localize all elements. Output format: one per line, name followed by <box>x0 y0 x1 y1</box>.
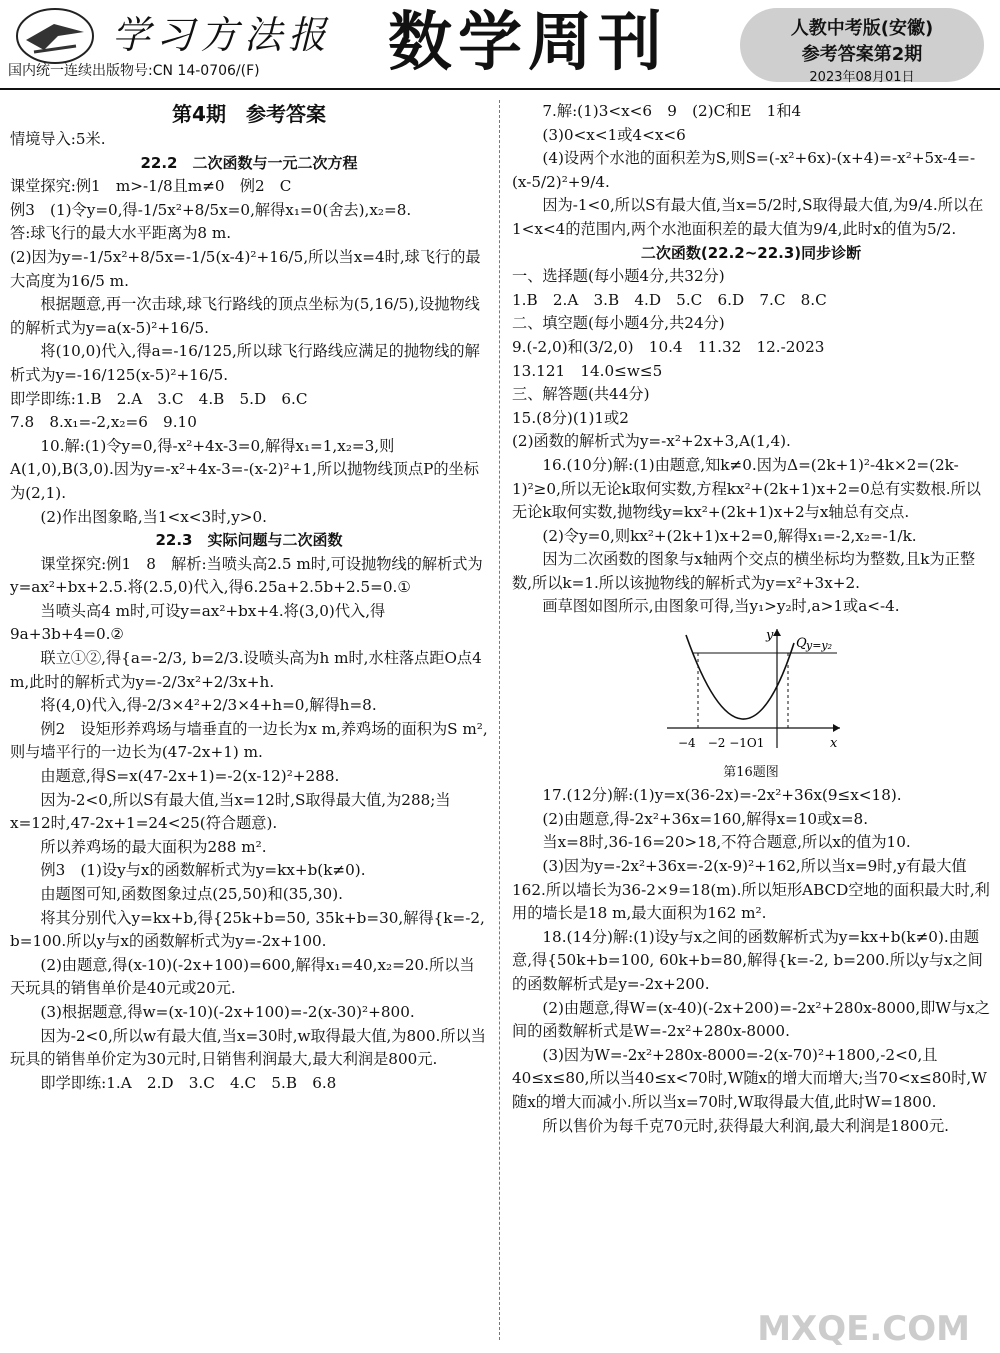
answer-line: 课堂探究:例1 m>-1/8且m≠0 例2 C <box>10 177 292 196</box>
answer-line: (2)函数的解析式为y=-x²+2x+3,A(1,4). <box>512 432 791 451</box>
newspaper-logo-icon <box>14 6 96 66</box>
axis-x-label: x <box>830 736 838 752</box>
answer-line: 9.(-2,0)和(3/2,0) 10.4 11.32 12.-2023 <box>512 337 825 356</box>
header-rule <box>0 88 1000 90</box>
answer-line: 22.3 实际问题与二次函数 <box>155 531 343 550</box>
masthead <box>0 0 1000 88</box>
answer-line: (2)由题意,得-2x²+36x=160,解得x=10或x=8. <box>542 809 869 828</box>
answer-line: 一、选择题(每小题4分,共32分) <box>512 267 725 286</box>
answer-line: 因为-1<0,所以S有最大值,当x=5/2时,S取得最大值,为9/4.所以在1<x<4的范围内,两个水池面积差的最大值为9/4,此时x的值为5/2. <box>512 196 984 238</box>
answer-line: 第4期 参考答案 <box>172 102 326 126</box>
answer-line: (4)设两个水池的面积差为S,则S=(-x²+6x)-(x+4)=-x²+5x-4=-(x-5/2)²+9/4. <box>512 149 976 191</box>
answer-line: 1.B 2.A 3.B 4.D 5.C 6.D 7.C 8.C <box>512 290 827 309</box>
axis-y-label: y <box>766 628 774 644</box>
edition-badge <box>740 8 984 85</box>
answer-line: 即学即练:1.B 2.A 3.C 4.B 5.D 6.C <box>10 389 308 408</box>
right-column <box>512 100 990 1138</box>
answer-line: 当喷头高4 m时,可设y=ax²+bx+4.将(3,0)代入,得9a+3b+4=0.② <box>10 601 386 644</box>
answer-line: 二次函数(22.2~22.3)同步诊断 <box>640 243 862 262</box>
answer-line: 15.(8分)(1)1或2 <box>512 408 629 427</box>
right-column-bottom <box>512 784 990 1138</box>
answer-line: 18.(14分)解:(1)设y与x之间的函数解析式为y=kx+b(k≠0).由题意,得{50k+b=100, 60k+b=80,解得{k=-2, b=200.所以y与x之间的函数解析式是y=-2x+200. <box>512 927 983 993</box>
answer-line: 将其分别代入y=kx+b,得{25k+b=50, 35k+b=30,解得{k=-2, b=100.所以y与x的函数解析式为y=-2x+100. <box>10 908 485 951</box>
parabola-figure <box>662 623 842 753</box>
answer-line: 三、解答题(共44分) <box>512 385 650 404</box>
answer-line: (3)因为y=-2x²+36x=-2(x-9)²+162,所以当x=9时,y有最大值162.所以墙长为36-2×9=18(m).所以矩形ABCD空地的面积最大时,利用的墙长是18 m,最大面积为162 m². <box>512 857 990 923</box>
answer-line: 例2 设矩形养鸡场与墙垂直的一边长为x m,养鸡场的面积为S m²,则与墙平行的一边长为(47-2x+1) m. <box>10 719 488 762</box>
right-column-top <box>512 100 990 619</box>
answer-line: 课堂探究:例1 8 解析:当喷头高2.5 m时,可设抛物线的解析式为y=ax²+bx+2.5.将(2.5,0)代入,得6.25a+2.5b+2.5=0.① <box>10 554 483 597</box>
answer-line: 由题图可知,函数图象过点(25,50)和(35,30). <box>40 885 343 903</box>
answer-line: 例3 (1)令y=0,得-1/5x²+8/5x=0,解得x₁=0(舍去),x₂=8. <box>10 200 412 219</box>
answer-line: 22.2 二次函数与一元二次方程 <box>140 153 358 172</box>
answer-line: 7.解:(1)3<x<6 9 (2)C和E 1和4 <box>542 102 802 120</box>
answer-line: (3)根据题意,得w=(x-10)(-2x+100)=-2(x-30)²+800. <box>40 1002 415 1021</box>
paper-name: 学习方法报 <box>112 13 333 57</box>
answer-line: 情境导入:5米. <box>10 130 106 148</box>
answer-line: 将(4,0)代入,得-2/3×4²+2/3×4+h=0,解得h=8. <box>40 696 377 715</box>
answer-line: 例3 (1)设y与x的函数解析式为y=kx+b(k≠0). <box>40 861 366 880</box>
issue-date: 2023年08月01日 <box>809 70 915 85</box>
line-label: y=y₂ <box>806 639 833 653</box>
answer-line: 即学即练:1.A 2.D 3.C 4.C 5.B 6.8 <box>40 1073 337 1092</box>
answer-line: 7.8 8.x₁=-2,x₂=6 9.10 <box>10 413 197 432</box>
answer-line: 所以售价为每千克70元时,获得最大利润,最大利润是1800元. <box>542 1116 949 1135</box>
answer-line: 因为-2<0,所以w有最大值,当x=30时,w取得最大值,为800.所以当玩具的销售单价定为30元时,日销售利润最大,最大利润是800元. <box>10 1026 486 1069</box>
answer-line: 二、填空题(每小题4分,共24分) <box>512 314 725 333</box>
point-q-label: Q <box>796 636 807 652</box>
answer-line: (2)由题意,得(x-10)(-2x+100)=600,解得x₁=40,x₂=20.所以当天玩具的销售单价是40元或20元. <box>10 955 475 998</box>
answer-line: 17.(12分)解:(1)y=x(36-2x)=-2x²+36x(9≤x<18). <box>542 786 902 805</box>
column-divider <box>499 100 500 1340</box>
watermark: MXQE.COM <box>757 1309 970 1349</box>
answer-line: 根据题意,再一次击球,球飞行路线的顶点坐标为(5,16/5),设抛物线的解析式为y=a(x-5)²+16/5. <box>10 295 480 337</box>
answer-line: 由题意,得S=x(47-2x+1)=-2(x-12)²+288. <box>40 767 340 786</box>
answer-line: 13.121 14.0≤w≤5 <box>512 361 663 380</box>
answer-line: 将(10,0)代入,得a=-16/125,所以球飞行路线应满足的抛物线的解析式为y=-16/125(x-5)²+16/5. <box>10 342 480 384</box>
answer-line: 因为二次函数的图象与x轴两个交点的横坐标均为整数,且k为正整数,所以k=1.所以该抛物线的解析式为y=x²+3x+2. <box>512 550 976 592</box>
answer-line: 画草图如图所示,由图象可得,当y₁>y₂时,a>1或a<-4. <box>542 597 900 616</box>
answer-line: (2)令y=0,则kx²+(2k+1)x+2=0,解得x₁=-2,x₂=-1/k. <box>542 526 917 545</box>
page-title: 数学周刊 <box>388 6 668 80</box>
answer-line: (3)0<x<1或4<x<6 <box>542 125 686 144</box>
answer-line: 所以养鸡场的最大面积为288 m². <box>40 837 267 856</box>
answer-line: 联立①②,得{a=-2/3, b=2/3.设喷头高为h m时,水柱落点距O点4 m,此时的解析式为y=-2/3x²+2/3x+h. <box>10 649 482 691</box>
answer-line: (2)因为y=-1/5x²+8/5x=-1/5(x-4)²+16/5,所以当x=4时,球飞行的最大高度为16/5 m. <box>10 247 481 290</box>
answer-line: (3)因为W=-2x²+280x-8000=-2(x-70)²+1800,-2<0,且40≤x≤80,所以当40≤x<70时,W随x的增大而增大;当70<x≤80时,W随x的增大而减小.所以当x=70时,W取得最大值,此时W=1800. <box>512 1045 987 1111</box>
tick-labels: −4 −2 −1O1 <box>678 736 765 751</box>
left-column <box>10 100 488 1095</box>
edition-name: 人教中考版(安徽) <box>790 18 934 39</box>
publication-number: 国内统一连续出版物号:CN 14-0706/(F) <box>8 63 260 79</box>
answer-line: 16.(10分)解:(1)由题意,知k≠0.因为Δ=(2k+1)²-4k×2=(2k-1)²≥0,所以无论k取何实数,方程kx²+(2k+1)x+2=0总有实数根.所以无论k取何实数,抛物线y=kx²+(2k+1)x+2与x轴总有交点. <box>512 455 981 522</box>
answer-line: (2)作出图象略,当1<x<3时,y>0. <box>40 507 268 526</box>
answer-line: 10.解:(1)令y=0,得-x²+4x-3=0,解得x₁=1,x₂=3,则A(1,0),B(3,0).因为y=-x²+4x-3=-(x-2)²+1,所以抛物线顶点P的坐标为(2,1). <box>10 436 479 502</box>
answer-line: 当x=8时,36-16=20>18,不符合题意,所以x的值为10. <box>542 833 911 852</box>
answer-line: 因为-2<0,所以S有最大值,当x=12时,S取得最大值,为288;当x=12时,47-2x+1=24<25(符合题意). <box>10 790 451 833</box>
answer-line: 答:球飞行的最大水平距离为8 m. <box>10 224 232 243</box>
answer-line: (2)由题意,得W=(x-40)(-2x+200)=-2x²+280x-8000,即W与x之间的函数解析式是W=-2x²+280x-8000. <box>512 998 990 1041</box>
figure-caption: 第16题图 <box>723 764 779 780</box>
issue-label: 参考答案第2期 <box>801 44 923 65</box>
